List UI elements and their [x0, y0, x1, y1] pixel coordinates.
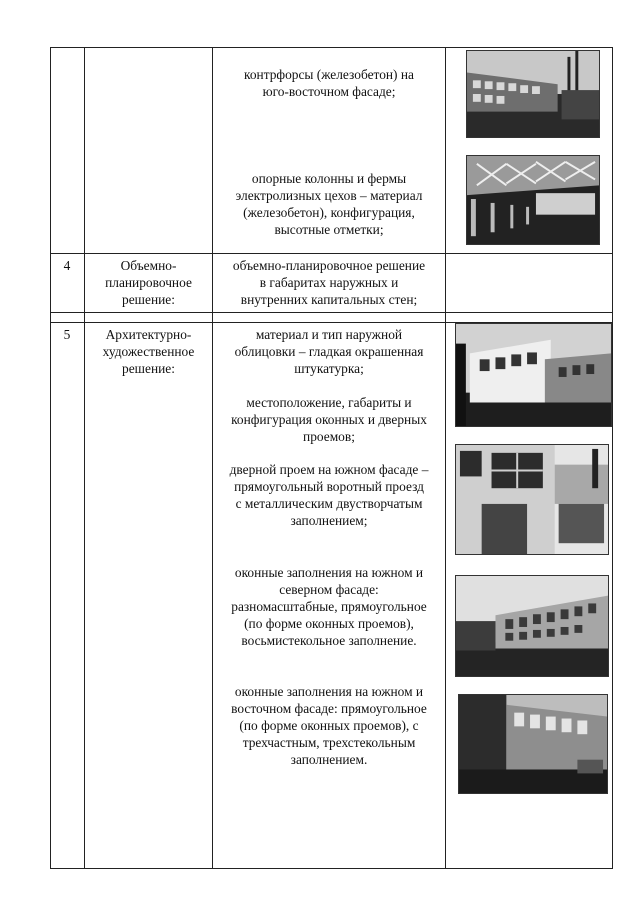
description-item: оконные заполнения на южном и восточном фасаде: прямоугольное (по форме оконных проемов), с трехчастным, трехстекольным заполнением. — [231, 684, 427, 767]
description-item: местоположение, габариты и конфигурация оконных и дверных проемов; — [231, 395, 427, 444]
long-window-facade-photo — [455, 575, 609, 677]
table-left-border — [50, 47, 51, 869]
column-divider-desc — [445, 47, 446, 869]
description-item: оконные заполнения на южном и северном фасаде: разномасштабные, прямоугольное (по форме оконных проемов), восьмистекольное заполнение. — [231, 565, 427, 648]
description-item: контрфорсы (железобетон) на юго-восточном фасаде; — [244, 67, 414, 99]
description-item: материал и тип наружной облицовки – гладкая окрашенная штукатурка; — [234, 327, 424, 376]
table-bottom-border — [50, 868, 613, 869]
section-title: Архитектурно- художественное решение: — [102, 327, 195, 376]
factory-building-with-tower-photo — [466, 50, 600, 138]
gate-entrance-photo — [455, 444, 609, 555]
row-divider-4-bottom — [50, 312, 613, 313]
row-divider-4 — [50, 253, 613, 254]
description-item: опорные колонны и фермы электролизных цехов – материал (железобетон), конфигурация, высотные отметки; — [235, 171, 423, 237]
row-number: 4 — [63, 258, 71, 273]
description-item: объемно-планировочное решение в габаритах наружных и внутренних капитальных стен; — [232, 258, 426, 307]
table-right-border — [612, 47, 613, 869]
row-number: 5 — [63, 327, 71, 342]
table-top-border — [50, 47, 613, 48]
window-facade-east-photo — [458, 694, 608, 794]
section-title: Объемно- планировочное решение: — [105, 258, 192, 307]
interior-roof-trusses-photo — [466, 155, 600, 245]
description-item: дверной проем на южном фасаде – прямоугольный воротный проезд с металлическим двустворчатым заполнением; — [229, 462, 429, 528]
building-facade-photo — [455, 323, 612, 427]
column-divider-num — [84, 47, 85, 869]
